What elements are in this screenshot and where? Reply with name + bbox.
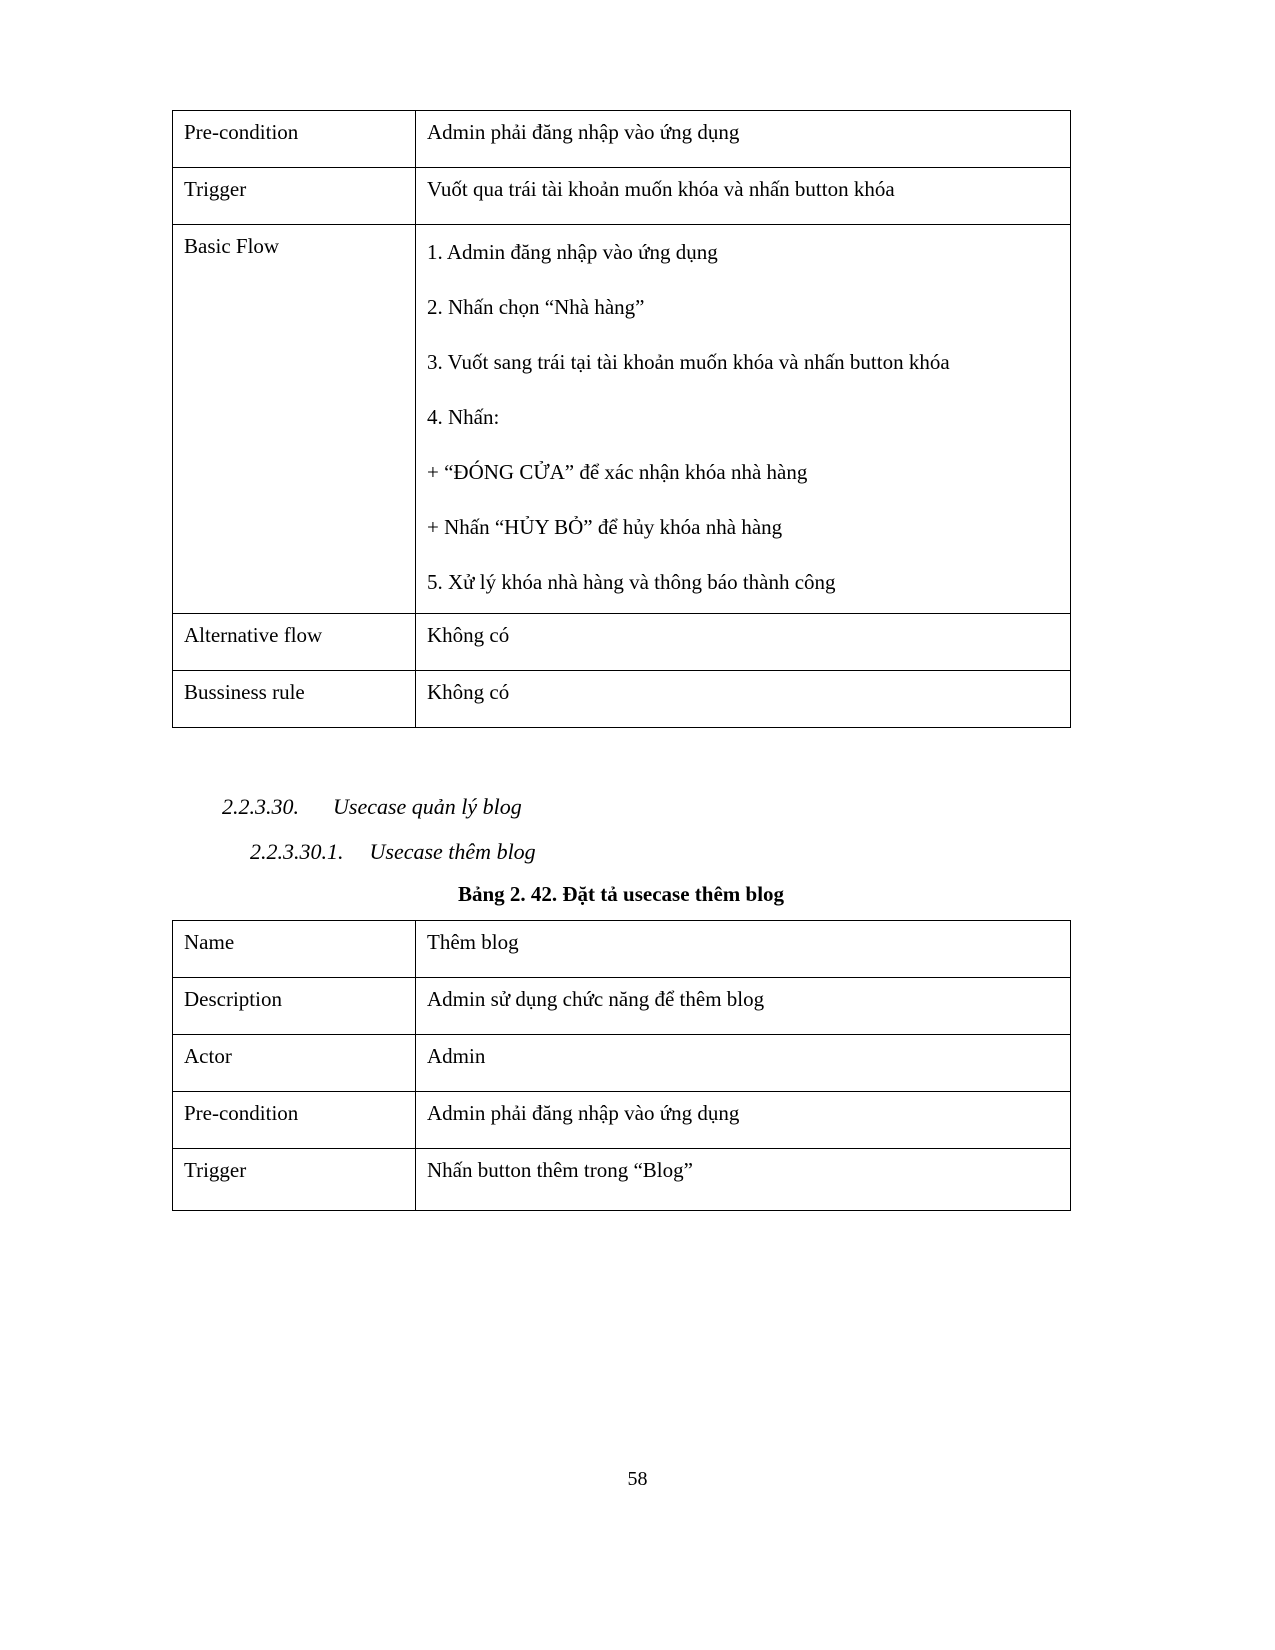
- page-content: [172, 110, 1070, 1211]
- row-label: Pre-condition: [173, 1092, 416, 1149]
- row-label: Description: [173, 978, 416, 1035]
- subsection-heading: [250, 837, 1070, 867]
- row-value: Không có: [416, 671, 1071, 728]
- table-caption: Bảng 2. 42. Đặt tả usecase thêm blog: [457, 882, 785, 906]
- table-row: [173, 978, 1071, 1035]
- basic-flow-step: + Nhấn “HỦY BỎ” để hủy khóa nhà hàng: [427, 515, 783, 539]
- table-row: [173, 1035, 1071, 1092]
- table-row: [173, 614, 1071, 671]
- subsection-number: 2.2.3.30.1.: [250, 839, 344, 864]
- basic-flow-step: 2. Nhấn chọn “Nhà hàng”: [427, 295, 645, 319]
- section-heading: [222, 792, 1070, 822]
- section-title: Usecase quản lý blog: [333, 794, 522, 819]
- row-label: Name: [173, 921, 416, 978]
- row-value: Admin phải đăng nhập vào ứng dụng: [416, 1092, 1071, 1149]
- row-value: Admin: [416, 1035, 1071, 1092]
- row-value: Admin sử dụng chức năng để thêm blog: [416, 978, 1071, 1035]
- row-label: Pre-condition: [173, 111, 416, 168]
- usecase-table-add-blog: [172, 920, 1071, 1211]
- row-label: Actor: [173, 1035, 416, 1092]
- basic-flow-step: 3. Vuốt sang trái tại tài khoản muốn khóa và nhấn button khóa: [427, 350, 950, 374]
- basic-flow-step: 4. Nhấn:: [427, 405, 500, 429]
- basic-flow-step: 1. Admin đăng nhập vào ứng dụng: [427, 240, 718, 264]
- table-row: [173, 1092, 1071, 1149]
- row-label: Bussiness rule: [173, 671, 416, 728]
- table-row: [173, 1149, 1071, 1211]
- row-value: Admin phải đăng nhập vào ứng dụng: [416, 111, 1071, 168]
- section-number: 2.2.3.30.: [222, 794, 299, 819]
- table-row: [173, 921, 1071, 978]
- row-value: Thêm blog: [416, 921, 1071, 978]
- row-label: Alternative flow: [173, 614, 416, 671]
- row-value-basic-flow: [416, 225, 1071, 614]
- row-value: Vuốt qua trái tài khoản muốn khóa và nhấn button khóa: [416, 168, 1071, 225]
- table-row: [173, 225, 1071, 614]
- row-label: Basic Flow: [173, 225, 416, 614]
- subsection-title: Usecase thêm blog: [369, 839, 536, 864]
- basic-flow-step: + “ĐÓNG CỬA” để xác nhận khóa nhà hàng: [427, 460, 808, 484]
- basic-flow-step: 5. Xử lý khóa nhà hàng và thông báo thành công: [427, 570, 836, 594]
- table2-wrapper: [172, 920, 1070, 1211]
- row-label: Trigger: [173, 1149, 416, 1211]
- table-row: [173, 168, 1071, 225]
- page-number: 58: [627, 1468, 648, 1490]
- row-value: Nhấn button thêm trong “Blog”: [416, 1149, 1071, 1211]
- table-row: [173, 671, 1071, 728]
- usecase-table-lock-restaurant: [172, 110, 1071, 728]
- table-row: [173, 111, 1071, 168]
- row-value: Không có: [416, 614, 1071, 671]
- row-label: Trigger: [173, 168, 416, 225]
